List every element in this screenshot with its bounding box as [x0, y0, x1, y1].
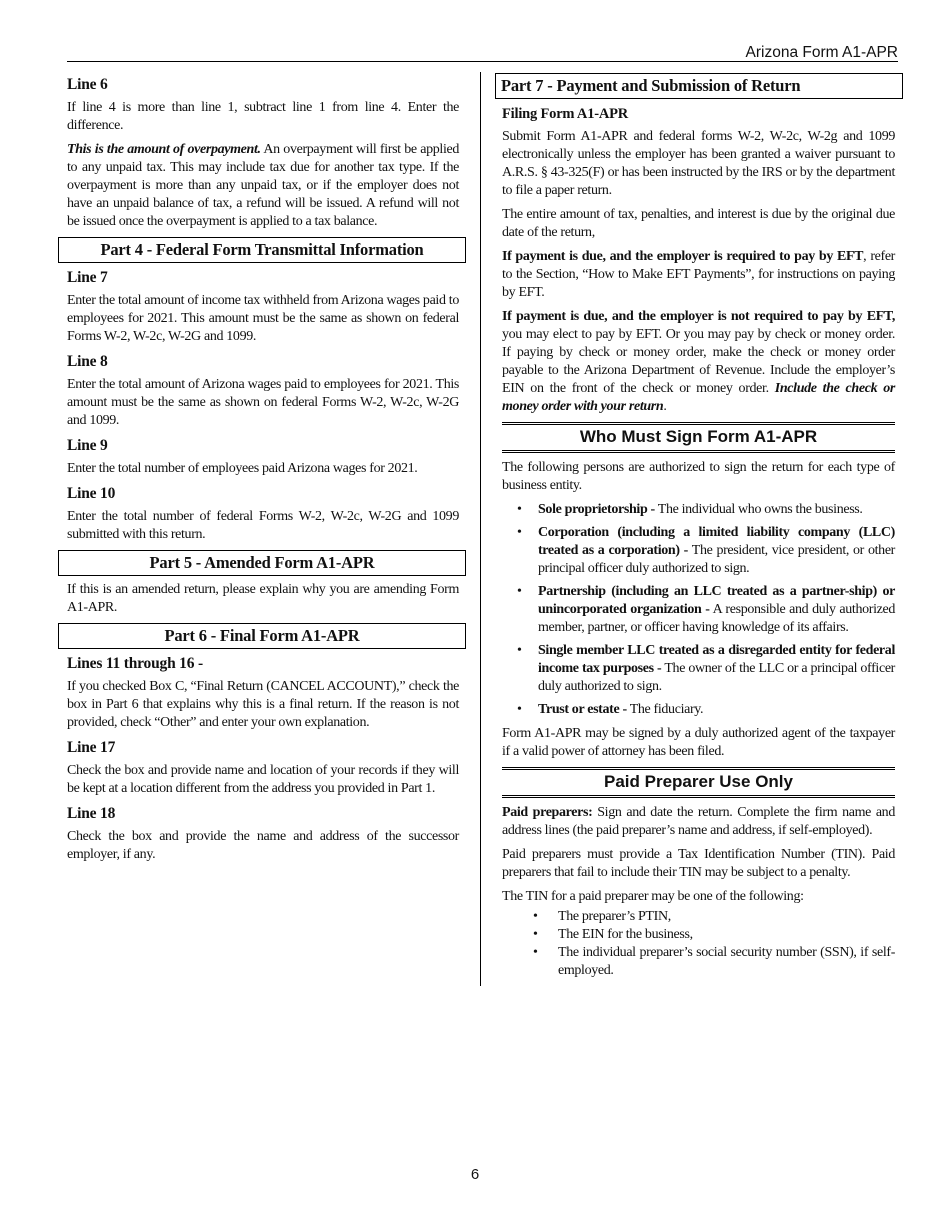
- list-item: • The individual preparer’s social security number (SSN), if self-employed.: [502, 944, 895, 980]
- list-item: • The EIN for the business,: [502, 926, 895, 944]
- signer-type: Trust or estate -: [538, 702, 627, 717]
- line18-heading: Line 18: [67, 805, 116, 822]
- who-must-sign-intro: The following persons are authorized to sign the return for each type of business entity.: [502, 460, 895, 493]
- right-column: [502, 73, 895, 986]
- part7-title: Part 7 - Payment and Submission of Return: [495, 73, 903, 99]
- lines11-16-heading: Lines 11 through 16 -: [67, 655, 203, 672]
- line17-text: Check the box and provide name and location of your records if they will be kept at a location different from the address you provided in Part 1.: [67, 763, 459, 796]
- form-name-header: Arizona Form A1-APR: [745, 44, 898, 61]
- eft-not-required-end: .: [663, 399, 667, 414]
- list-item: [502, 524, 895, 578]
- part5-title: Part 5 - Amended Form A1-APR: [58, 550, 466, 576]
- signer-type: Partnership (including an LLC treated as a partner-ship) or unincorporated organization -: [538, 584, 895, 617]
- line7-text: Enter the total amount of income tax withheld from Arizona wages paid to employees for 2021. This amount must be the same as shown on federal Forms W-2, W-2c, W-2G and 1099.: [67, 293, 459, 344]
- paid-preparers-text: Sign and date the return. Complete the firm name and address lines (the paid preparer’s name and address, if self-employed).: [502, 805, 895, 838]
- eft-not-required-lead: If payment is due, and the employer is not required to pay by EFT,: [502, 309, 895, 324]
- line17-heading: Line 17: [67, 739, 116, 756]
- include-check-emphasis: Include the check or money order with your return: [502, 381, 896, 414]
- overpayment-paragraph: [67, 141, 459, 231]
- tin-options-intro: The TIN for a paid preparer may be one of the following:: [502, 889, 804, 904]
- line7-heading: Line 7: [67, 269, 108, 286]
- line10-text: Enter the total number of federal Forms W-2, W-2c, W-2G and 1099 submitted with this return.: [67, 509, 459, 542]
- lines11-16-text: If you checked Box C, “Final Return (CANCEL ACCOUNT),” check the box in Part 6 that explains why this is a final return. If the reason is not provided, check “Other” and enter your own explanation.: [67, 679, 459, 730]
- line18-text: Check the box and provide the name and address of the successor employer, if any.: [67, 829, 459, 862]
- line6-text: If line 4 is more than line 1, subtract line 1 from line 4. Enter the difference.: [67, 100, 459, 133]
- eft-not-required-paragraph: [502, 308, 895, 416]
- paid-preparer-title: Paid Preparer Use Only: [502, 767, 895, 798]
- signer-type: Single member LLC treated as a disregarded entity for federal income tax purposes -: [538, 643, 895, 676]
- line8-text: Enter the total amount of Arizona wages paid to employees for 2021. This amount must be the same as shown on federal Forms W-2, W-2c, W-2G and 1099.: [67, 377, 459, 428]
- signer-type: Corporation (including a limited liability company (LLC) treated as a corporation) -: [538, 525, 895, 558]
- due-date-text: The entire amount of tax, penalties, and interest is due by the original due date of the return,: [502, 207, 895, 240]
- line9-text: Enter the total number of employees paid Arizona wages for 2021.: [67, 461, 418, 476]
- power-of-attorney-text: Form A1-APR may be signed by a duly authorized agent of the taxpayer if a valid power of attorney has been filed.: [502, 726, 895, 759]
- overpayment-emphasis: This is the amount of overpayment.: [67, 142, 261, 157]
- line6-heading: Line 6: [67, 76, 108, 93]
- part4-title: Part 4 - Federal Form Transmittal Information: [58, 237, 466, 263]
- eft-required-lead: If payment is due, and the employer is required to pay by EFT: [502, 249, 864, 264]
- who-must-sign-title: Who Must Sign Form A1-APR: [502, 422, 895, 453]
- header-rule: [67, 61, 898, 62]
- part6-title: Part 6 - Final Form A1-APR: [58, 623, 466, 649]
- tin-requirement-text: Paid preparers must provide a Tax Identification Number (TIN). Paid preparers that fail to include their TIN may be subject to a penalty.: [502, 847, 895, 880]
- eft-not-required-text: you may elect to pay by EFT. Or you may pay by check or money order. If paying by check or money order, make the check or money order payable to the Arizona Department of Revenue. Include the employer’s EIN on the front of the check or money order.: [502, 327, 895, 396]
- list-item: [502, 701, 895, 719]
- signer-description: The owner of the LLC or a principal officer duly authorized to sign.: [538, 661, 895, 694]
- signer-list: [502, 501, 895, 719]
- filing-text: Submit Form A1-APR and federal forms W-2, W-2c, W-2g and 1099 electronically unless the employer has been granted a waiver pursuant to A.R.S. § 43-325(F) or has been instructed by the IRS or by the department to file a paper return.: [502, 129, 895, 198]
- left-column: [67, 75, 459, 870]
- signer-description: The individual who owns the business.: [654, 502, 863, 517]
- signer-description: A responsible and duly authorized member, partner, or officer having knowledge of its affairs.: [538, 602, 895, 635]
- signer-description: The president, vice president, or other principal officer duly authorized to sign.: [538, 543, 895, 576]
- list-item: • The preparer’s PTIN,: [502, 908, 895, 926]
- line10-heading: Line 10: [67, 485, 116, 502]
- list-item: [502, 642, 895, 696]
- signer-type: Sole proprietorship -: [538, 502, 655, 517]
- paid-preparers-lead: Paid preparers:: [502, 805, 593, 820]
- list-item: [502, 583, 895, 637]
- line9-heading: Line 9: [67, 437, 108, 454]
- tin-options-list: [502, 908, 895, 980]
- eft-required-paragraph: [502, 248, 895, 302]
- page-number: 6: [470, 1166, 480, 1183]
- list-item: [502, 501, 895, 519]
- eft-required-text: , refer to the Section, “How to Make EFT Payments”, for instructions on paying by EFT.: [502, 249, 895, 300]
- signer-description: The fiduciary.: [626, 702, 704, 717]
- paid-preparers-paragraph: [502, 804, 895, 840]
- line8-heading: Line 8: [67, 353, 108, 370]
- part5-text: If this is an amended return, please explain why you are amending Form A1-APR.: [67, 582, 459, 615]
- overpayment-text: An overpayment will first be applied to any unpaid tax. This may include tax due for another tax type. If the overpayment is more than any unpaid tax, or if the employer does not have an unpaid balance of tax, a refund will be issued. A refund will not be issued once the overpayment is applied to a tax balance.: [67, 142, 459, 229]
- column-divider: [480, 72, 481, 986]
- filing-heading: Filing Form A1-APR: [502, 106, 629, 122]
